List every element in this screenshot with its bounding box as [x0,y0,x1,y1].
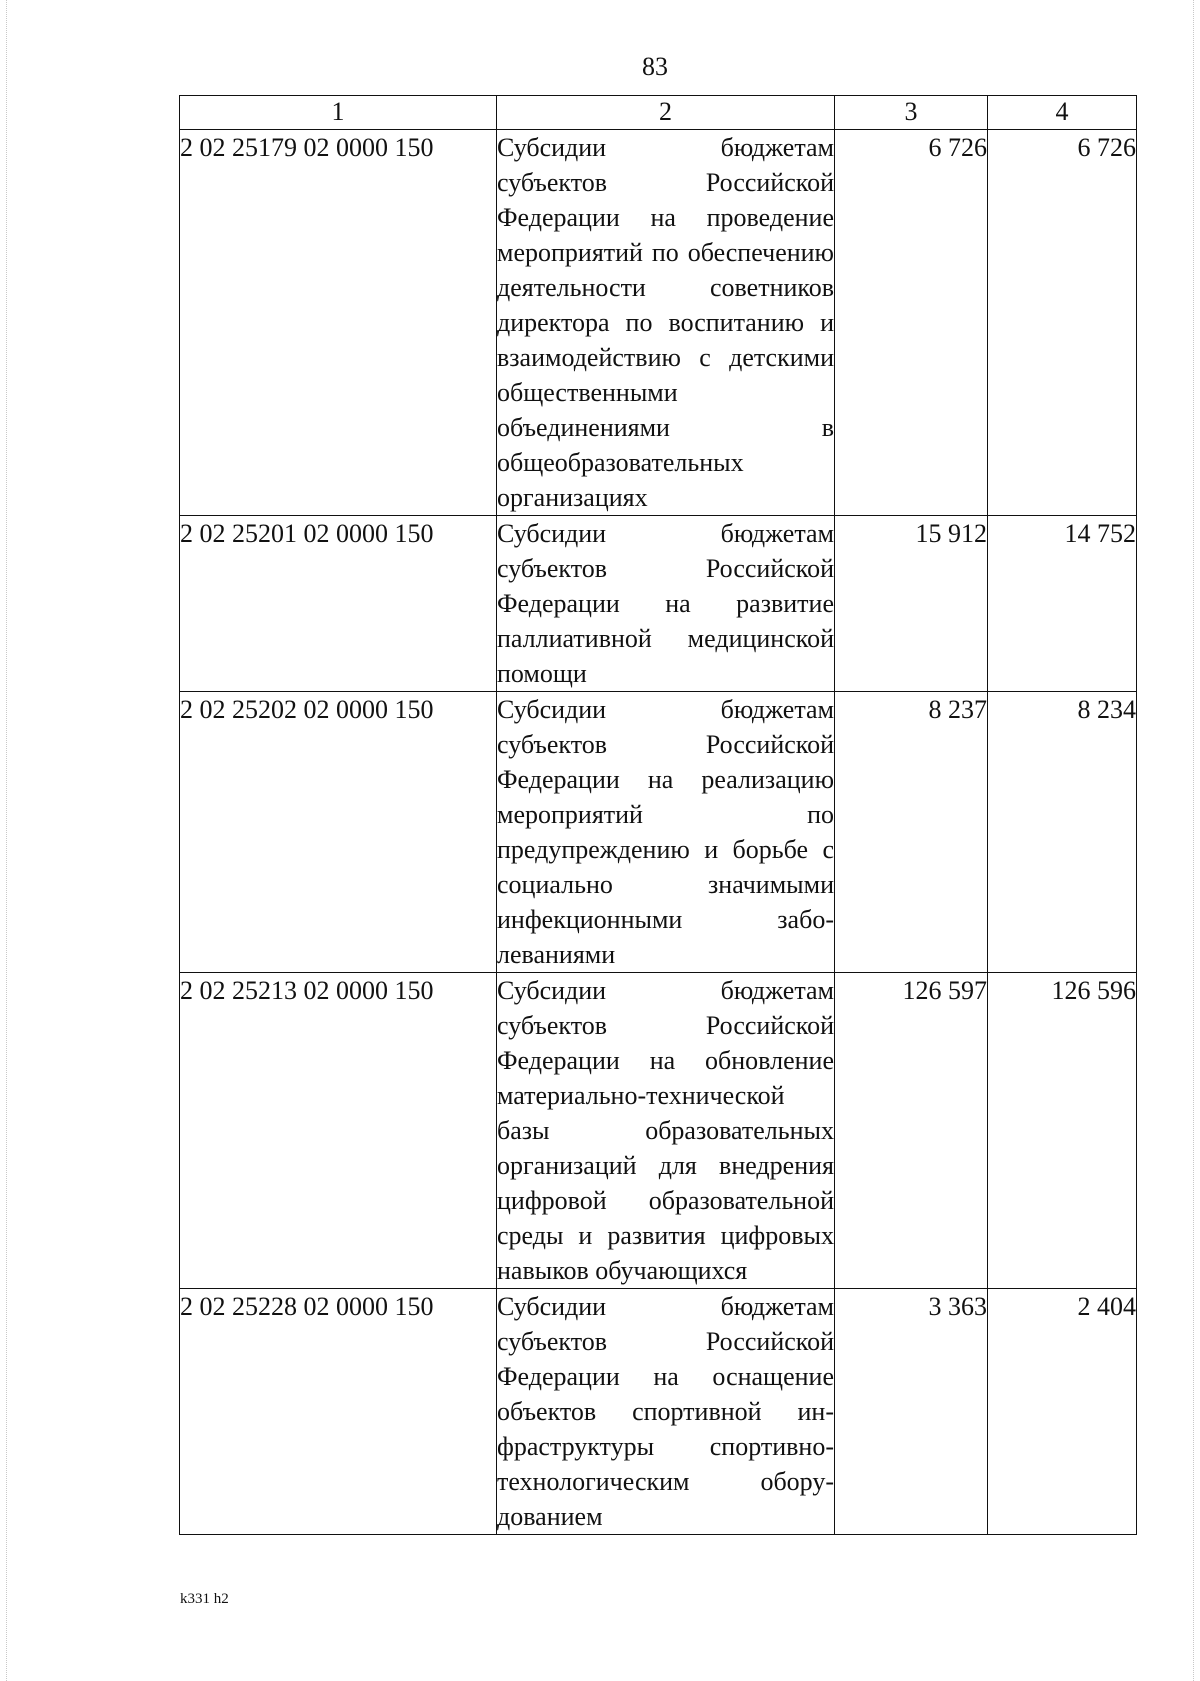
amount-col4: 126 596 [988,973,1137,1289]
income-code: 2 02 25179 02 0000 150 [180,130,497,516]
table-row [180,1289,1137,1535]
document-footer-mark: k331 h2 [180,1591,229,1607]
amount-col3: 15 912 [835,516,988,692]
amount-col3: 3 363 [835,1289,988,1535]
column-header-1: 1 [180,96,497,130]
scan-edge-right [1193,0,1195,1681]
income-code: 2 02 25201 02 0000 150 [180,516,497,692]
column-header-4: 4 [988,96,1137,130]
amount-col3: 8 237 [835,692,988,973]
table-row [180,973,1137,1289]
table-row [180,516,1137,692]
income-description: Субсидии бюджетам субъектов Российской Федерации на проведение мероприятий по обеспечению деятельности советников директора по воспитанию и взаимодействию с детскими общественными объединениями в общеобразовательных организациях [497,130,835,516]
income-description: Субсидии бюджетам субъектов Российской Федерации на развитие паллиативной медицинской помощи [497,516,835,692]
budget-table-container [179,95,1136,1535]
income-code: 2 02 25228 02 0000 150 [180,1289,497,1535]
table-row [180,692,1137,973]
amount-col3: 6 726 [835,130,988,516]
column-header-2: 2 [497,96,835,130]
income-description: Субсидии бюджетам субъектов Российской Федерации на реализацию мероприятий по предупреждению и борьбе с социально значимыми инфекционными заболеваниями [497,692,835,973]
scan-edge-left [6,0,8,1681]
table-row [180,130,1137,516]
income-description: Субсидии бюджетам субъектов Российской Федерации на обновление материально-технической базы образовательных организаций для внедрения цифровой образовательной среды и развития цифровых навыков обучающихся [497,973,835,1289]
amount-col4: 2 404 [988,1289,1137,1535]
income-code: 2 02 25213 02 0000 150 [180,973,497,1289]
column-header-3: 3 [835,96,988,130]
budget-table [179,95,1137,1535]
income-code: 2 02 25202 02 0000 150 [180,692,497,973]
amount-col4: 6 726 [988,130,1137,516]
amount-col4: 14 752 [988,516,1137,692]
amount-col3: 126 597 [835,973,988,1289]
income-description: Субсидии бюджетам субъектов Российской Федерации на оснащение объектов спортивной инфраструктуры спортивно-технологическим оборудованием [497,1289,835,1535]
amount-col4: 8 234 [988,692,1137,973]
page-number: 83 [642,52,668,81]
table-header-row [180,96,1137,130]
